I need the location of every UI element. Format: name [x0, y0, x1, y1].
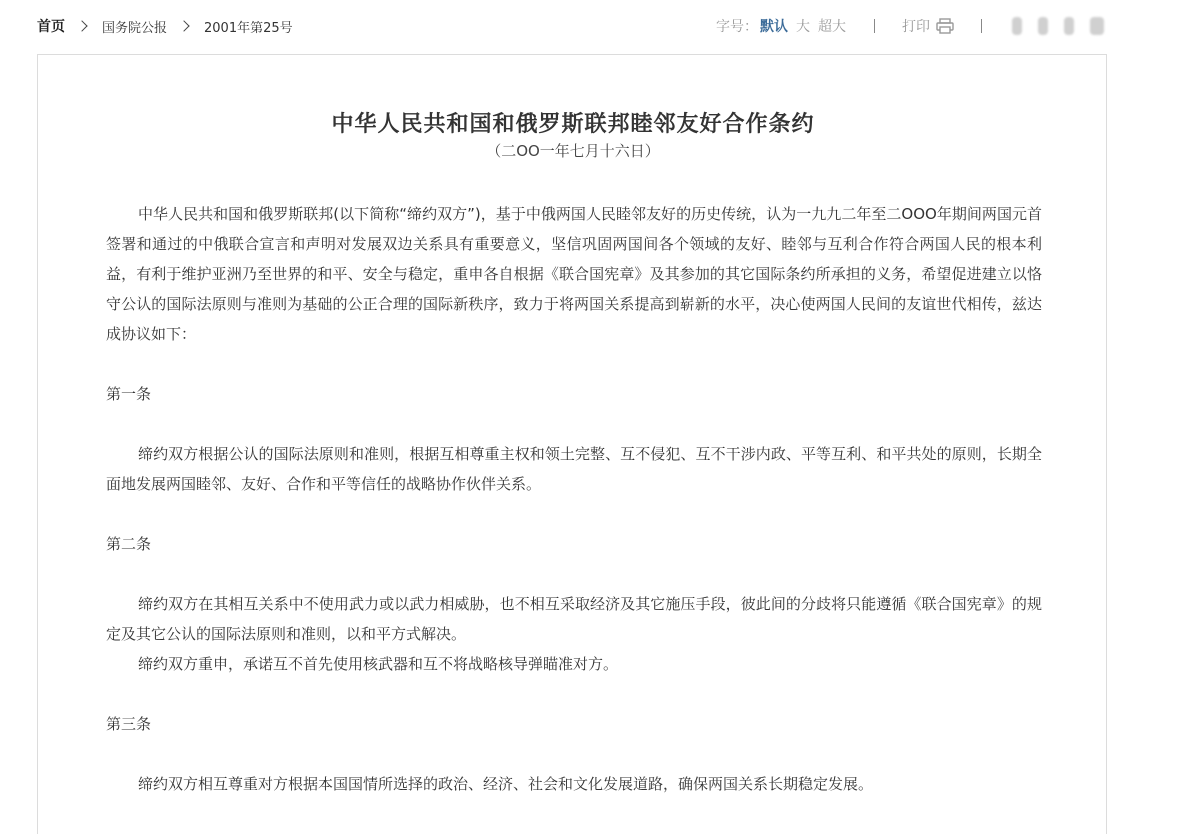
top-toolbar: [0, 0, 1185, 52]
chevron-right-icon: [178, 20, 189, 31]
preamble-paragraph: 中华人民共和国和俄罗斯联邦(以下简称“缔约双方”)，基于中俄两国人民睦邻友好的历史传统，认为一九九二年至二OOO年期间两国元首签署和通过的中俄联合宣言和声明对发展双边关系具有重要意义，坚信巩固两国间各个领域的友好、睦邻与互利合作符合两国人民的根本利益，有利于维护亚洲乃至世界的和平、安全与稳定，重申各自根据《联合国宪章》及其参加的其它国际条约所承担的义务，希望促进建立以恪守公认的国际法原则与准则为基础的公正合理的国际新秩序，致力于将两国关系提高到崭新的水平，决心使两国人民间的友谊世代相传，兹达成协议如下：: [106, 205, 1042, 343]
toolbar-divider: [874, 19, 875, 33]
article-paragraph: 缔约双方相互尊重对方根据本国国情所选择的政治、经济、社会和文化发展道路，确保两国关系长期稳定发展。: [138, 775, 874, 793]
breadcrumb-home-link[interactable]: 首页: [37, 19, 65, 35]
article-heading: 第一条: [106, 385, 152, 403]
document-body: [106, 199, 1042, 799]
share-icon[interactable]: [1064, 17, 1074, 35]
share-icon[interactable]: [1090, 17, 1104, 35]
article-heading: 第二条: [106, 535, 152, 553]
print-button[interactable]: 打印: [902, 19, 930, 35]
share-buttons: [1012, 17, 1104, 35]
article-paragraph: 缔约双方在其相互关系中不使用武力或以武力相威胁，也不相互采取经济及其它施压手段，彼此间的分歧将只能遵循《联合国宪章》的规定及其它公认的国际法原则和准则，以和平方式解决。: [106, 595, 1042, 643]
printer-icon[interactable]: [936, 18, 954, 34]
document-title: 中华人民共和国和俄罗斯联邦睦邻友好合作条约: [331, 111, 815, 137]
breadcrumb-gazette-link[interactable]: 国务院公报: [102, 20, 168, 36]
font-size-large-button[interactable]: 大: [796, 19, 810, 35]
share-icon[interactable]: [1038, 17, 1048, 35]
article-heading: 第三条: [106, 715, 152, 733]
font-size-default-button[interactable]: 默认: [760, 19, 788, 35]
font-size-label: 字号：: [716, 19, 758, 35]
document-panel: [37, 54, 1107, 834]
breadcrumb-issue-link[interactable]: 2001年第25号: [204, 20, 293, 36]
font-size-xlarge-button[interactable]: 超大: [818, 19, 846, 35]
reading-tools: [716, 16, 1104, 36]
document-date: （二OO一年七月十六日）: [486, 142, 660, 160]
breadcrumb: [37, 16, 293, 36]
chevron-right-icon: [76, 20, 87, 31]
article-paragraph: 缔约双方重申，承诺互不首先使用核武器和互不将战略核导弹瞄准对方。: [138, 655, 619, 673]
article-paragraph: 缔约双方根据公认的国际法原则和准则，根据互相尊重主权和领土完整、互不侵犯、互不干涉内政、平等互利、和平共处的原则，长期全面地发展两国睦邻、友好、合作和平等信任的战略协作伙伴关系。: [106, 445, 1042, 493]
share-icon[interactable]: [1012, 17, 1022, 35]
toolbar-divider: [981, 19, 982, 33]
